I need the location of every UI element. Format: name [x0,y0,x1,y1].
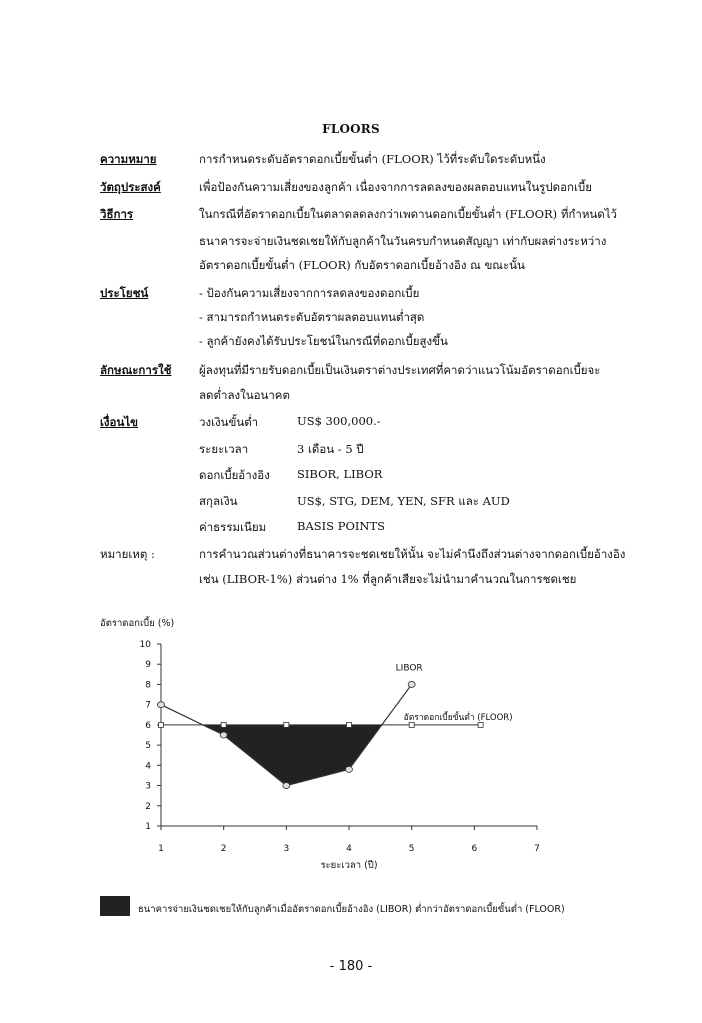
legend-swatch [100,896,130,916]
x-tick-label: 5 [408,844,415,854]
y-tick-label: 4 [145,761,151,772]
text-objective: เพื่อป้องกันความเสี่ยงของลูกค้า เนื่องจากการลดลงของผลตอบแทนในรูปดอกเบี้ย [199,180,592,194]
term-usage: ลักษณะการใช้ [100,363,172,377]
y-tick-label: 7 [145,700,151,711]
x-tick-label: 6 [471,844,478,854]
text-usage-line: ลดต่ำลงในอนาคต [199,388,290,402]
floor-point [221,722,226,727]
y-tick-label: 9 [145,660,151,671]
plot-area [140,640,540,854]
term-method: วิธีการ [100,207,134,221]
y-tick-label: 10 [139,640,151,650]
page-title: FLOORS [322,122,380,136]
libor-point [158,702,165,708]
term-conditions: เงื่อนไข [100,415,138,429]
x-tick-label: 3 [283,844,290,854]
x-tick-label: 1 [158,844,164,854]
floor-point [159,722,164,727]
y-tick-label: 2 [145,801,151,812]
floors-chart [0,600,702,885]
libor-point [408,681,415,687]
x-axis-label: ระยะเวลา (ปี) [320,860,378,871]
y-tick-label: 3 [145,781,151,792]
y-tick-label: 6 [145,720,151,731]
floor-point [284,722,289,727]
condition-label: วงเงินขั้นต่ำ [199,415,259,429]
text-meaning: การกำหนดระดับอัตราดอกเบี้ยขั้นต่ำ (FLOOR) ไว้ที่ระดับใดระดับหนึ่ง [199,152,546,166]
y-tick-label: 1 [145,822,151,832]
benefit-item: - ลูกค้ายังคงได้รับประโยชน์ในกรณีที่ดอกเบี้ยสูงขึ้น [199,334,448,348]
term-meaning: ความหมาย [100,152,157,166]
condition-value: SIBOR, LIBOR [297,467,383,481]
condition-value: 3 เดือน - 5 ปี [297,442,364,456]
condition-label: ระยะเวลา [199,442,249,456]
floor-point [409,722,414,727]
libor-point [220,732,227,738]
condition-label: สกุลเงิน [199,494,238,508]
text-note-line: การคำนวณส่วนต่างที่ธนาคารจะชดเชยให้นั้น จะไม่คำนึงถึงส่วนต่างจากดอกเบี้ยอ้างอิง [199,547,626,561]
condition-value: US$ 300,000.- [297,414,381,428]
term-note: หมายเหตุ : [100,547,155,561]
text-method-line: อัตราดอกเบี้ยขั้นต่ำ (FLOOR) กับอัตราดอกเบี้ยอ้างอิง ณ ขณะนั้น [199,258,525,272]
benefit-item: - ป้องกันความเสี่ยงจากการลดลงของดอกเบี้ย [199,286,420,300]
x-tick-label: 2 [220,844,227,854]
benefit-item: - สามารถกำหนดระดับอัตราผลตอบแทนต่ำสุด [199,310,425,324]
y-tick-label: 8 [145,680,151,691]
condition-value: BASIS POINTS [297,519,386,533]
x-tick-label: 4 [346,844,352,854]
condition-value: US$, STG, DEM, YEN, SFR และ AUD [297,494,510,508]
term-benefits: ประโยชน์ [100,286,149,300]
text-note-line: เช่น (LIBOR-1%) ส่วนต่าง 1% ที่ลูกค้าเสียจะไม่นำมาคำนวณในการชดเชย [199,572,577,586]
text-method-line: ธนาคารจะจ่ายเงินชดเชยให้กับลูกค้าในวันครบกำหนดสัญญา เท่ากับผลต่างระหว่าง [199,234,607,248]
text-method-line: ในกรณีที่อัตราดอกเบี้ยในตลาดลดลงกว่าเพดานดอกเบี้ยขั้นต่ำ (FLOOR) ที่กำหนดไว้ [199,207,617,221]
page-number: - 180 - [329,959,373,974]
libor-series-label: LIBOR [395,663,423,674]
libor-point [283,783,290,789]
shaded-compensation-area [203,725,382,786]
legend-text: ธนาคารจ่ายเงินชดเชยให้กับลูกค้าเมื่ออัตราดอกเบี้ยอ้างอิง (LIBOR) ต่ำกว่าอัตราดอกเบี้ยขั้นต่ำ (FLOOR) [138,904,565,915]
term-objective: วัตถุประสงค์ [100,180,161,194]
text-usage-line: ผู้ลงทุนที่มีรายรับดอกเบี้ยเป็นเงินตราต่างประเทศที่คาดว่าแนวโน้มอัตราดอกเบี้ยจะ [199,363,601,377]
y-tick-label: 5 [145,741,151,752]
condition-label: ค่าธรรมเนียม [199,520,267,534]
floor-point [478,722,483,727]
condition-label: ดอกเบี้ยอ้างอิง [199,468,270,482]
y-axis-label: อัตราดอกเบี้ย (%) [100,618,175,629]
floor-point [347,722,352,727]
libor-point [346,766,353,772]
floor-series-label: อัตราดอกเบี้ยขั้นต่ำ (FLOOR) [403,712,513,723]
x-tick-label: 7 [534,844,540,854]
